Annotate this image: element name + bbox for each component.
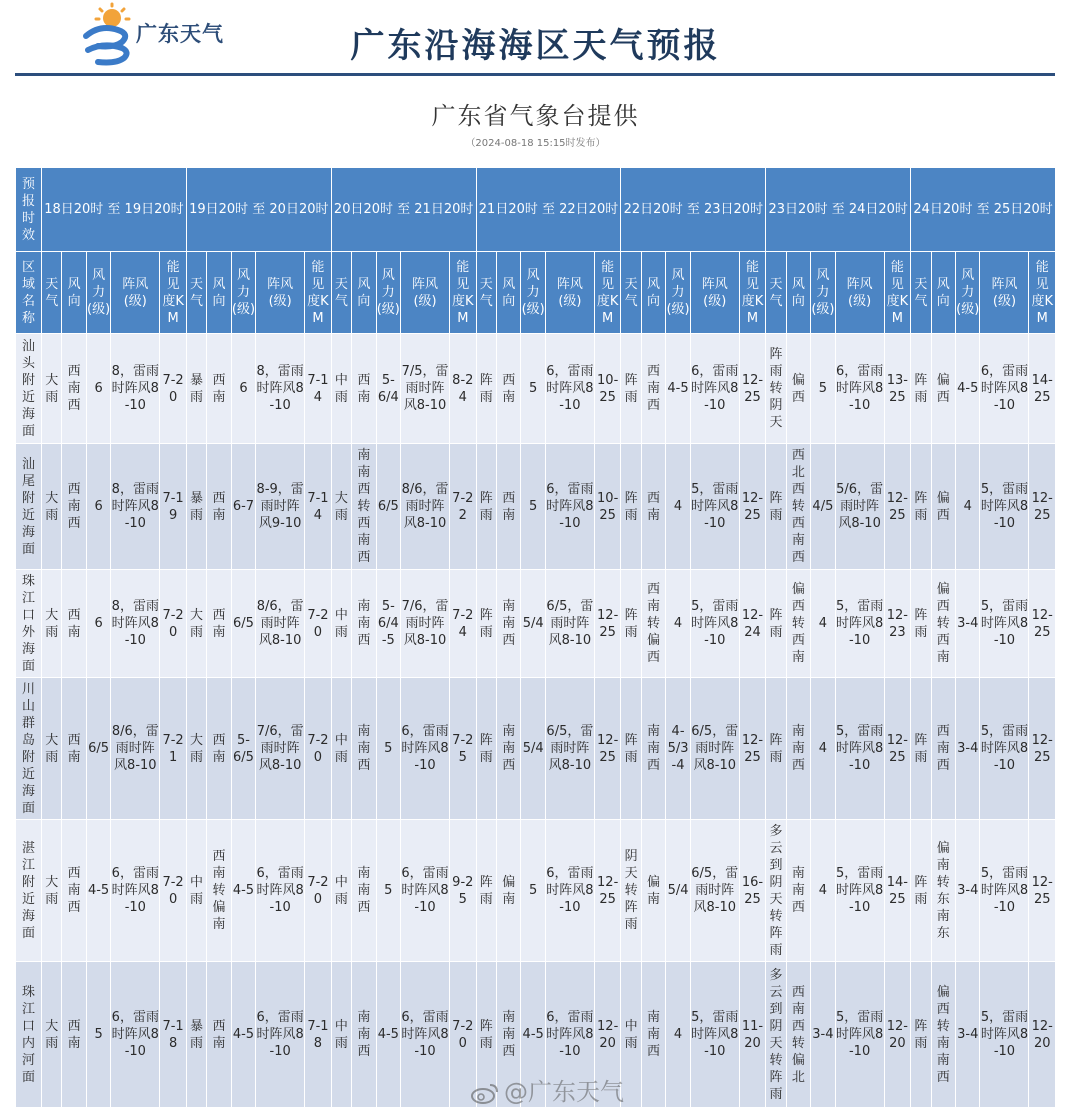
forecast-cell: 阵雨	[766, 444, 786, 570]
forecast-cell: 西南西	[641, 334, 665, 444]
field-header: 天气	[42, 252, 62, 334]
period-header: 21日20时 至 22日20时	[476, 168, 621, 252]
forecast-cell: 阵雨	[476, 962, 496, 1108]
forecast-cell: 7-21	[160, 678, 187, 820]
header-divider	[15, 73, 1055, 76]
forecast-cell: 5，雷雨时阵风8-10	[835, 962, 884, 1108]
forecast-cell: 偏西	[786, 334, 810, 444]
field-header: 阵风(级)	[401, 252, 450, 334]
period-header: 23日20时 至 24日20时	[766, 168, 911, 252]
field-header: 风向	[641, 252, 665, 334]
forecast-cell: 7/6，雷雨时阵风8-10	[401, 570, 450, 678]
forecast-cell: 6/5，雷雨时阵风8-10	[545, 570, 594, 678]
forecast-cell: 南南西	[641, 962, 665, 1108]
forecast-cell: 阵雨	[621, 334, 641, 444]
field-header: 能见度KM	[594, 252, 621, 334]
forecast-cell: 西南	[62, 962, 86, 1108]
forecast-cell: 5/4	[666, 820, 690, 962]
forecast-cell: 大雨	[331, 444, 351, 570]
forecast-cell: 7/5，雷雨时阵风8-10	[401, 334, 450, 444]
forecast-cell: 阵雨	[476, 444, 496, 570]
forecast-cell: 9-25	[450, 820, 477, 962]
forecast-cell: 4	[811, 678, 835, 820]
field-header: 风力(级)	[86, 252, 110, 334]
forecast-cell: 12-25	[884, 678, 911, 820]
forecast-cell: 12-25	[739, 334, 766, 444]
forecast-cell: 3-4	[956, 820, 980, 962]
forecast-cell: 7-20	[305, 678, 332, 820]
forecast-cell: 5，雷雨时阵风8-10	[980, 444, 1029, 570]
forecast-cell: 12-25	[594, 820, 621, 962]
forecast-cell: 偏南	[496, 820, 520, 962]
forecast-cell: 8，雷雨时阵风8-10	[111, 334, 160, 444]
forecast-cell: 大雨	[186, 678, 206, 820]
forecast-cell: 7-18	[305, 962, 332, 1108]
field-header: 能见度KM	[160, 252, 187, 334]
forecast-cell: 6，雷雨时阵风8-10	[545, 820, 594, 962]
weibo-icon	[470, 1081, 500, 1105]
forecast-cell: 5	[376, 678, 400, 820]
field-header-row	[16, 252, 1056, 334]
forecast-cell: 8，雷雨时阵风8-10	[256, 334, 305, 444]
forecast-cell: 12-25	[884, 444, 911, 570]
forecast-cell: 12-23	[884, 570, 911, 678]
forecast-cell: 12-24	[739, 570, 766, 678]
forecast-cell: 4-5	[231, 820, 255, 962]
forecast-cell: 6，雷雨时阵风8-10	[111, 820, 160, 962]
forecast-cell: 5，雷雨时阵风8-10	[980, 962, 1029, 1108]
forecast-cell: 7-25	[450, 678, 477, 820]
forecast-cell: 西南	[207, 334, 231, 444]
forecast-cell: 西南西	[62, 334, 86, 444]
forecast-cell: 阵雨转阴天	[766, 334, 786, 444]
forecast-cell: 12-25	[1029, 820, 1056, 962]
forecast-cell: 4/5	[811, 444, 835, 570]
field-header: 天气	[911, 252, 931, 334]
forecast-cell: 阵雨	[911, 444, 931, 570]
forecast-cell: 大雨	[42, 570, 62, 678]
forecast-cell: 阵雨	[911, 962, 931, 1108]
forecast-cell: 西南转偏西	[641, 570, 665, 678]
field-header: 天气	[331, 252, 351, 334]
forecast-cell: 4-5/3-4	[666, 678, 690, 820]
forecast-cell: 7-20	[450, 962, 477, 1108]
forecast-cell: 西南西	[931, 678, 955, 820]
forecast-cell: 阵雨	[911, 570, 931, 678]
forecast-cell: 暴雨	[186, 334, 206, 444]
forecast-cell: 西南	[207, 678, 231, 820]
forecast-cell: 5	[376, 820, 400, 962]
forecast-cell: 5-6/4-5	[376, 570, 400, 678]
forecast-cell: 12-25	[739, 678, 766, 820]
forecast-cell: 7-20	[160, 820, 187, 962]
forecast-cell: 6	[231, 334, 255, 444]
forecast-cell: 大雨	[42, 444, 62, 570]
forecast-cell: 14-25	[1029, 334, 1056, 444]
forecast-cell: 中雨	[331, 820, 351, 962]
forecast-cell: 10-25	[594, 334, 621, 444]
field-header: 能见度KM	[305, 252, 332, 334]
forecast-cell: 偏南转东南东	[931, 820, 955, 962]
field-header: 风力(级)	[666, 252, 690, 334]
field-header: 能见度KM	[450, 252, 477, 334]
forecast-cell: 南南西	[352, 570, 376, 678]
forecast-cell: 7-20	[305, 820, 332, 962]
forecast-cell: 5，雷雨时阵风8-10	[980, 570, 1029, 678]
forecast-cell: 南南西	[786, 678, 810, 820]
forecast-cell: 10-25	[594, 444, 621, 570]
forecast-cell: 7-20	[160, 570, 187, 678]
forecast-cell: 6，雷雨时阵风8-10	[111, 962, 160, 1108]
forecast-cell: 6-7	[231, 444, 255, 570]
forecast-cell: 5	[521, 444, 545, 570]
forecast-cell: 12-25	[1029, 570, 1056, 678]
forecast-cell: 12-25	[739, 444, 766, 570]
area-label: 区域名称	[16, 252, 42, 334]
forecast-cell: 6，雷雨时阵风8-10	[835, 334, 884, 444]
forecast-cell: 8-24	[450, 334, 477, 444]
forecast-cell: 5，雷雨时阵风8-10	[690, 444, 739, 570]
forecast-cell: 4-5	[956, 334, 980, 444]
forecast-cell: 6，雷雨时阵风8-10	[256, 820, 305, 962]
forecast-cell: 8-9，雷雨时阵风9-10	[256, 444, 305, 570]
forecast-cell: 7-18	[160, 962, 187, 1108]
forecast-cell: 西南	[207, 444, 231, 570]
forecast-cell: 5，雷雨时阵风8-10	[690, 570, 739, 678]
forecast-cell: 南南西转西南西	[352, 444, 376, 570]
forecast-cell: 13-25	[884, 334, 911, 444]
forecast-cell: 4-5	[86, 820, 110, 962]
field-header: 能见度KM	[884, 252, 911, 334]
forecast-cell: 6/5，雷雨时阵风8-10	[690, 678, 739, 820]
forecast-cell: 西南	[496, 444, 520, 570]
period-header: 24日20时 至 25日20时	[911, 168, 1056, 252]
forecast-cell: 7-22	[450, 444, 477, 570]
forecast-cell: 4-5	[666, 334, 690, 444]
field-header: 风力(级)	[811, 252, 835, 334]
forecast-cell: 5	[521, 820, 545, 962]
field-header: 阵风(级)	[545, 252, 594, 334]
forecast-cell: 中雨	[331, 334, 351, 444]
forecast-cell: 6	[86, 334, 110, 444]
forecast-cell: 6，雷雨时阵风8-10	[980, 334, 1029, 444]
forecast-cell: 南南西	[786, 820, 810, 962]
forecast-cell: 阵雨	[476, 334, 496, 444]
field-header: 阵风(级)	[256, 252, 305, 334]
forecast-cell: 4-5	[231, 962, 255, 1108]
forecast-cell: 西南	[62, 570, 86, 678]
forecast-cell: 7-19	[160, 444, 187, 570]
forecast-cell: 6，雷雨时阵风8-10	[401, 678, 450, 820]
forecast-cell: 6，雷雨时阵风8-10	[690, 334, 739, 444]
forecast-cell: 5，雷雨时阵风8-10	[835, 820, 884, 962]
forecast-cell: 阵雨	[911, 820, 931, 962]
forecast-cell: 8/6，雷雨时阵风8-10	[111, 678, 160, 820]
forecast-cell: 偏西转西南	[931, 570, 955, 678]
field-header: 能见度KM	[1029, 252, 1056, 334]
area-name: 珠江口外海面	[16, 570, 42, 678]
table-row	[16, 334, 1056, 444]
forecast-cell: 西南	[207, 962, 231, 1108]
brand-name: 广东天气	[136, 22, 224, 46]
forecast-cell: 12-25	[594, 678, 621, 820]
forecast-cell: 6/5	[231, 570, 255, 678]
forecast-cell: 6/5，雷雨时阵风8-10	[690, 820, 739, 962]
forecast-cell: 12-25	[594, 570, 621, 678]
forecast-cell: 5/4	[521, 678, 545, 820]
forecast-cell: 西南	[352, 334, 376, 444]
period-header: 20日20时 至 21日20时	[331, 168, 476, 252]
area-name: 湛江附近海面	[16, 820, 42, 962]
forecast-cell: 多云到阴天转阵雨	[766, 820, 786, 962]
forecast-cell: 6/5	[376, 444, 400, 570]
forecast-cell: 南南西	[352, 678, 376, 820]
forecast-cell: 4	[956, 444, 980, 570]
forecast-cell: 12-25	[1029, 678, 1056, 820]
field-header: 能见度KM	[739, 252, 766, 334]
forecast-cell: 5	[521, 334, 545, 444]
forecast-cell: 西北西转西南西	[786, 444, 810, 570]
forecast-cell: 12-25	[1029, 444, 1056, 570]
forecast-cell: 11-20	[739, 962, 766, 1108]
forecast-cell: 阵雨	[621, 678, 641, 820]
forecast-cell: 西南	[207, 570, 231, 678]
table-row	[16, 678, 1056, 820]
forecast-cell: 5	[811, 334, 835, 444]
field-header: 风向	[62, 252, 86, 334]
table-row	[16, 820, 1056, 962]
forecast-cell: 5/4	[521, 570, 545, 678]
forecast-cell: 偏西转南南西	[931, 962, 955, 1108]
field-header: 天气	[186, 252, 206, 334]
forecast-cell: 南南西	[496, 962, 520, 1108]
forecast-cell: 偏南	[641, 820, 665, 962]
period-header: 18日20时 至 19日20时	[42, 168, 187, 252]
forecast-cell: 4	[811, 570, 835, 678]
forecast-cell: 7-20	[305, 570, 332, 678]
forecast-cell: 西南西	[62, 444, 86, 570]
field-header: 风向	[931, 252, 955, 334]
watermark-text: @广东天气	[504, 1078, 624, 1106]
area-name: 汕尾附近海面	[16, 444, 42, 570]
forecast-cell: 阵雨	[476, 570, 496, 678]
forecast-cell: 3-4	[956, 962, 980, 1108]
forecast-cell: 5	[86, 962, 110, 1108]
forecast-cell: 大雨	[42, 334, 62, 444]
forecast-cell: 阵雨	[621, 444, 641, 570]
forecast-cell: 南南西	[352, 962, 376, 1108]
forecast-cell: 6/5，雷雨时阵风8-10	[545, 678, 594, 820]
area-name: 川山群岛附近海面	[16, 678, 42, 820]
table-row	[16, 444, 1056, 570]
forecast-cell: 6，雷雨时阵风8-10	[545, 334, 594, 444]
field-header: 阵风(级)	[980, 252, 1029, 334]
forecast-cell: 阵雨	[476, 678, 496, 820]
field-header: 天气	[766, 252, 786, 334]
area-name: 汕头附近海面	[16, 334, 42, 444]
period-header: 22日20时 至 23日20时	[621, 168, 766, 252]
forecast-cell: 南南西	[496, 678, 520, 820]
forecast-cell: 6，雷雨时阵风8-10	[545, 444, 594, 570]
forecast-cell: 7-14	[305, 334, 332, 444]
forecast-cell: 大雨	[186, 570, 206, 678]
forecast-cell: 西南	[641, 444, 665, 570]
forecast-cell: 7-20	[160, 334, 187, 444]
forecast-cell: 南南西	[352, 820, 376, 962]
forecast-cell: 大雨	[42, 962, 62, 1108]
forecast-cell: 8/6，雷雨时阵风8-10	[256, 570, 305, 678]
field-header: 风力(级)	[231, 252, 255, 334]
forecast-cell: 西南西转偏北	[786, 962, 810, 1108]
weibo-watermark	[470, 1072, 624, 1107]
forecast-cell: 中雨	[331, 962, 351, 1108]
field-header: 风力(级)	[376, 252, 400, 334]
forecast-cell: 4	[666, 444, 690, 570]
corner-label: 预报时效	[16, 168, 42, 252]
forecast-cell: 7-14	[305, 444, 332, 570]
field-header: 阵风(级)	[111, 252, 160, 334]
provider-title: 广东省气象台提供	[431, 102, 640, 130]
forecast-cell: 12-20	[594, 962, 621, 1108]
forecast-cell: 南南西	[641, 678, 665, 820]
forecast-cell: 暴雨	[186, 962, 206, 1108]
forecast-cell: 7/6，雷雨时阵风8-10	[256, 678, 305, 820]
field-header: 阵风(级)	[835, 252, 884, 334]
forecast-cell: 6，雷雨时阵风8-10	[401, 962, 450, 1108]
forecast-cell: 6	[86, 444, 110, 570]
forecast-cell: 暴雨	[186, 444, 206, 570]
forecast-cell: 西南	[62, 678, 86, 820]
forecast-cell: 5，雷雨时阵风8-10	[980, 678, 1029, 820]
field-header: 风力(级)	[521, 252, 545, 334]
forecast-cell: 中雨	[186, 820, 206, 962]
forecast-cell: 阵雨	[766, 678, 786, 820]
forecast-cell: 8/6，雷雨时阵风8-10	[401, 444, 450, 570]
forecast-cell: 8，雷雨时阵风8-10	[111, 570, 160, 678]
forecast-cell: 5/6，雷雨时阵风8-10	[835, 444, 884, 570]
forecast-cell: 3-4	[811, 962, 835, 1108]
forecast-cell: 5，雷雨时阵风8-10	[835, 570, 884, 678]
field-header: 风向	[207, 252, 231, 334]
field-header: 阵风(级)	[690, 252, 739, 334]
table-row	[16, 570, 1056, 678]
period-header-row	[16, 168, 1056, 252]
field-header: 风向	[496, 252, 520, 334]
forecast-cell: 16-25	[739, 820, 766, 962]
forecast-cell: 4	[666, 962, 690, 1108]
forecast-cell: 4	[666, 570, 690, 678]
forecast-cell: 7-24	[450, 570, 477, 678]
period-header: 19日20时 至 20日20时	[186, 168, 331, 252]
forecast-cell: 偏西	[931, 444, 955, 570]
forecast-cell: 5，雷雨时阵风8-10	[690, 962, 739, 1108]
forecast-cell: 西南	[496, 334, 520, 444]
page-title	[0, 18, 1071, 67]
forecast-cell: 5，雷雨时阵风8-10	[980, 820, 1029, 962]
forecast-cell: 偏西	[931, 334, 955, 444]
forecast-cell: 阵雨	[621, 570, 641, 678]
page-header	[0, 0, 1071, 80]
field-header: 天气	[476, 252, 496, 334]
forecast-cell: 南南西	[496, 570, 520, 678]
forecast-cell: 偏西转西南	[786, 570, 810, 678]
forecast-cell: 多云到阴天转阵雨	[766, 962, 786, 1108]
forecast-cell: 6，雷雨时阵风8-10	[256, 962, 305, 1108]
publish-time: （2024-08-18 15:15时发布）	[465, 138, 606, 149]
area-name: 珠江口内河面	[16, 962, 42, 1108]
forecast-cell: 3-4	[956, 678, 980, 820]
forecast-cell: 5-6/4	[376, 334, 400, 444]
forecast-table	[15, 167, 1056, 1108]
forecast-cell: 阵雨	[911, 334, 931, 444]
forecast-cell: 12-20	[1029, 962, 1056, 1108]
field-header: 风向	[786, 252, 810, 334]
forecast-cell: 阵雨	[766, 570, 786, 678]
forecast-cell: 6，雷雨时阵风8-10	[401, 820, 450, 962]
forecast-cell: 6	[86, 570, 110, 678]
forecast-cell: 大雨	[42, 820, 62, 962]
forecast-cell: 阴天转阵雨	[621, 820, 641, 962]
forecast-cell: 中雨	[331, 570, 351, 678]
forecast-cell: 12-20	[884, 962, 911, 1108]
forecast-cell: 阵雨	[476, 820, 496, 962]
forecast-cell: 4	[811, 820, 835, 962]
forecast-cell: 4-5	[376, 962, 400, 1108]
forecast-cell: 3-4	[956, 570, 980, 678]
page-title-text: 广东沿海海区天气预报	[350, 26, 721, 66]
forecast-cell: 6，雷雨时阵风8-10	[545, 962, 594, 1108]
forecast-cell: 6/5	[86, 678, 110, 820]
forecast-cell: 8，雷雨时阵风8-10	[111, 444, 160, 570]
forecast-cell: 西南转偏南	[207, 820, 231, 962]
field-header: 风向	[352, 252, 376, 334]
forecast-cell: 5-6/5	[231, 678, 255, 820]
forecast-cell: 14-25	[884, 820, 911, 962]
forecast-cell: 西南西	[62, 820, 86, 962]
forecast-cell: 中雨	[331, 678, 351, 820]
forecast-cell: 大雨	[42, 678, 62, 820]
field-header: 天气	[621, 252, 641, 334]
forecast-cell: 4-5	[521, 962, 545, 1108]
field-header: 风力(级)	[956, 252, 980, 334]
forecast-cell: 中雨	[621, 962, 641, 1108]
forecast-cell: 5，雷雨时阵风8-10	[835, 678, 884, 820]
forecast-cell: 阵雨	[911, 678, 931, 820]
